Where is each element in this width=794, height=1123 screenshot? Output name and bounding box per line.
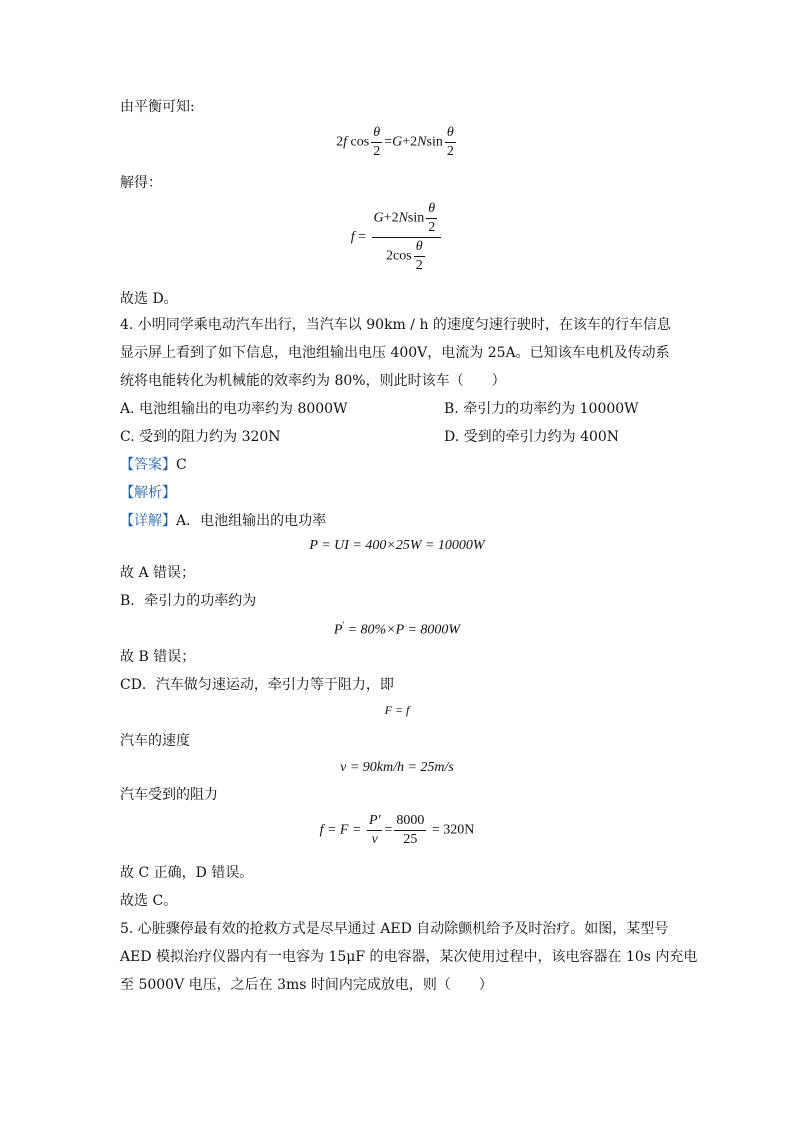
q5-stem-line-3: 至 5000V 电压，之后在 3ms 时间内完成放电，则（ ） [120,977,493,993]
answer-value: C [176,457,187,473]
q4-stem-line-1: 4. 小明同学乘电动汽车出行，当汽车以 90km / h 的速度匀速行驶时，在该车的行车信息 [120,317,671,333]
solve-label: 解得： [120,175,162,191]
verdict-a: 故 A 错误； [120,565,196,581]
balance-label: 由平衡可知: [120,99,195,115]
equation-traction-power: P' = 80%×P = 8000W [333,620,461,638]
equation-balance: 2f cos $\frac{\theta}{2}$ =G+2Nsin $\frac{\theta}{2}$ [336,125,454,159]
q4-stem-line-3: 统将电能转化为机械能的效率约为 80%，则此时该车（ ） [120,373,506,389]
verdict-b: 故 B 错误； [120,649,196,665]
speed-label: 汽车的速度 [120,733,190,749]
equation-friction: f = G+2Nsin $\frac{\theta}{2}$ 2cos $\frac{\theta}{2}$ [0,200,794,275]
q4-option-a: A. 电池组输出的电功率约为 8000W [120,401,348,417]
equation-force-balance: F = f [384,703,410,717]
detail-a-text: A．电池组输出的电功率 [176,513,327,529]
verdict-cd: 故 C 正确，D 错误。 [120,865,254,881]
detail-a [120,512,326,530]
q4-option-d: D. 受到的牵引力约为 400N [444,429,620,445]
answer-line-4: 故选 C。 [120,893,178,909]
answer-tag: 【答案】 [120,457,176,473]
q4-answer [120,456,187,474]
equation-speed: v = 90km/h = 25m/s [340,760,454,775]
detail-tag: 【详解】 [120,513,176,529]
q4-stem-line-2: 显示屏上看到了如下信息，电池组输出电压 400V，电流为 25A。已知该车电机及传动系 [120,345,670,361]
resist-label: 汽车受到的阻力 [120,787,218,803]
equation-resistance: f = F = $\frac{P'}{v}$ = $\frac{8000}{25}$ = 320N [319,813,475,847]
answer-line-3: 故选 D。 [120,291,178,307]
detail-b: B．牵引力的功率约为 [120,593,257,609]
q5-stem-line-1: 5. 心脏骤停最有效的抢救方式是尽早通过 AED 自动除颤机给予及时治疗。如图，某型号 [120,921,669,937]
q5-stem-line-2: AED 模拟治疗仪器内有一电容为 15μF 的电容器，某次使用过程中，该电容器在 10s 内充电 [120,949,698,965]
q4-option-b: B. 牵引力的功率约为 10000W [444,401,639,417]
equation-power: P = UI = 400×25W = 10000W [309,538,485,553]
analysis-tag: 【解析】 [120,485,176,501]
detail-cd: CD．汽车做匀速运动，牵引力等于阻力，即 [120,677,394,693]
q4-option-c: C. 受到的阻力约为 320N [120,429,281,445]
